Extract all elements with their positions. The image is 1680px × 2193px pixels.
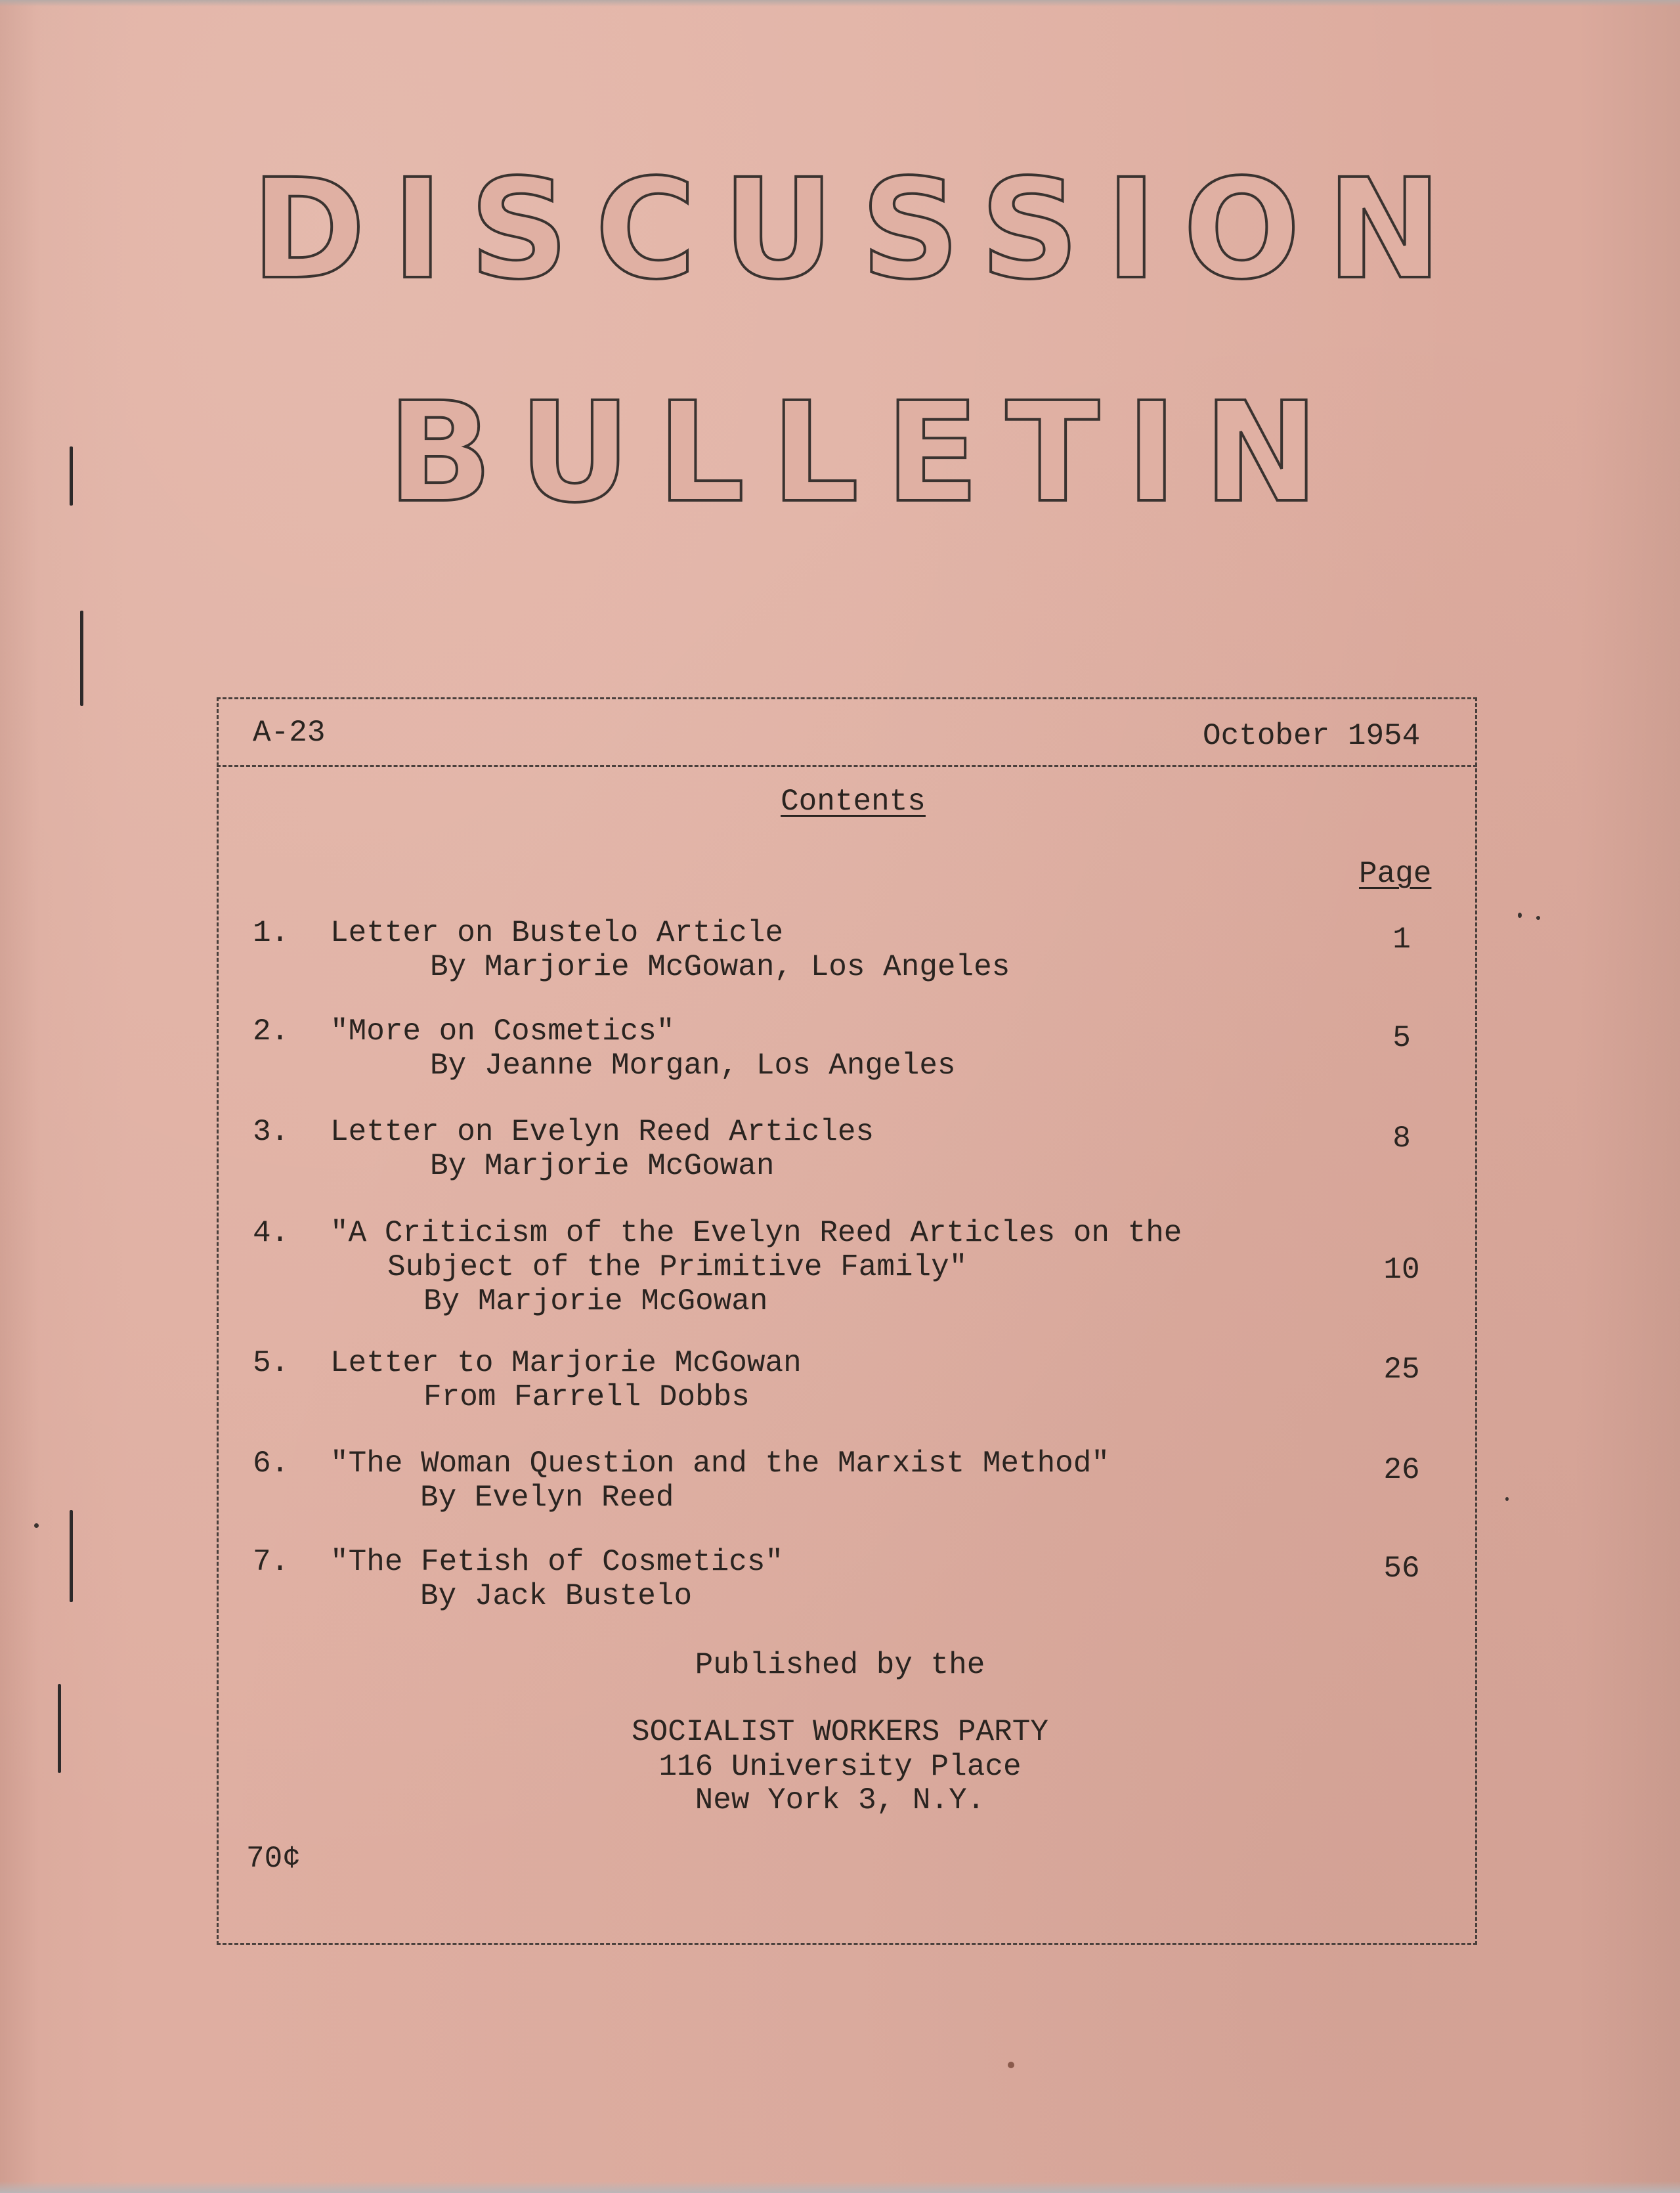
entry-page: 56	[1383, 1552, 1420, 1586]
ink-speck	[1505, 1497, 1509, 1501]
entry-number: 7.	[253, 1545, 290, 1579]
publisher-street: 116 University Place	[658, 1750, 1022, 1784]
entry-number: 1.	[253, 916, 290, 950]
entry-page: 1	[1392, 923, 1411, 957]
entry-number: 5.	[253, 1346, 290, 1380]
page-column-heading: Page	[1359, 857, 1432, 891]
contents-heading: Contents	[781, 785, 926, 819]
ink-speck	[1008, 2062, 1014, 2068]
publisher-name: SOCIALIST WORKERS PARTY	[632, 1715, 1048, 1749]
entry-number: 3.	[253, 1115, 290, 1149]
entry-title: Letter on Bustelo Article	[330, 916, 784, 950]
entry-byline: By Jeanne Morgan, Los Angeles	[430, 1049, 956, 1083]
entry-title: "A Criticism of the Evelyn Reed Articles on the	[330, 1216, 1182, 1250]
entry-page: 8	[1392, 1121, 1411, 1156]
entry-title: "The Woman Question and the Marxist Method"	[330, 1446, 1109, 1481]
ink-speck	[1518, 913, 1522, 918]
bulletin-number: A-23	[253, 716, 326, 750]
ink-speck	[34, 1523, 39, 1528]
entry-title: "The Fetish of Cosmetics"	[330, 1545, 784, 1579]
entry-title-continued: Subject of the Primitive Family"	[387, 1250, 968, 1284]
entry-title: Letter to Marjorie McGowan	[330, 1346, 802, 1380]
entry-page: 10	[1383, 1253, 1420, 1287]
entry-number: 4.	[253, 1216, 290, 1250]
price: 70¢	[246, 1842, 301, 1876]
staple-mark	[80, 611, 83, 706]
entry-byline: By Marjorie McGowan	[423, 1284, 768, 1318]
entry-page: 26	[1383, 1453, 1420, 1487]
paper-bottom-edge	[0, 2181, 1680, 2193]
entry-page: 5	[1392, 1021, 1411, 1055]
staple-mark	[70, 1510, 73, 1602]
published-by: Published by the	[695, 1648, 985, 1682]
paper-top-edge	[0, 0, 1680, 7]
entry-byline: By Marjorie McGowan, Los Angeles	[430, 950, 1010, 984]
entry-byline: By Evelyn Reed	[420, 1481, 674, 1515]
publisher-city: New York 3, N.Y.	[695, 1783, 985, 1817]
entry-byline: From Farrell Dobbs	[423, 1380, 750, 1414]
entry-byline: By Jack Bustelo	[420, 1579, 693, 1613]
title-bulletin: BULLETIN	[387, 372, 1345, 533]
entry-title: Letter on Evelyn Reed Articles	[330, 1115, 874, 1149]
bulletin-date: October 1954	[1203, 719, 1421, 753]
box-header-divider	[217, 765, 1477, 767]
entry-page: 25	[1383, 1353, 1420, 1387]
entry-number: 2.	[253, 1014, 290, 1049]
entry-title: "More on Cosmetics"	[330, 1014, 675, 1049]
ink-speck	[1536, 916, 1540, 920]
entry-byline: By Marjorie McGowan	[430, 1149, 775, 1183]
title-discussion: DISCUSSION	[251, 149, 1469, 310]
entry-number: 6.	[253, 1446, 290, 1481]
